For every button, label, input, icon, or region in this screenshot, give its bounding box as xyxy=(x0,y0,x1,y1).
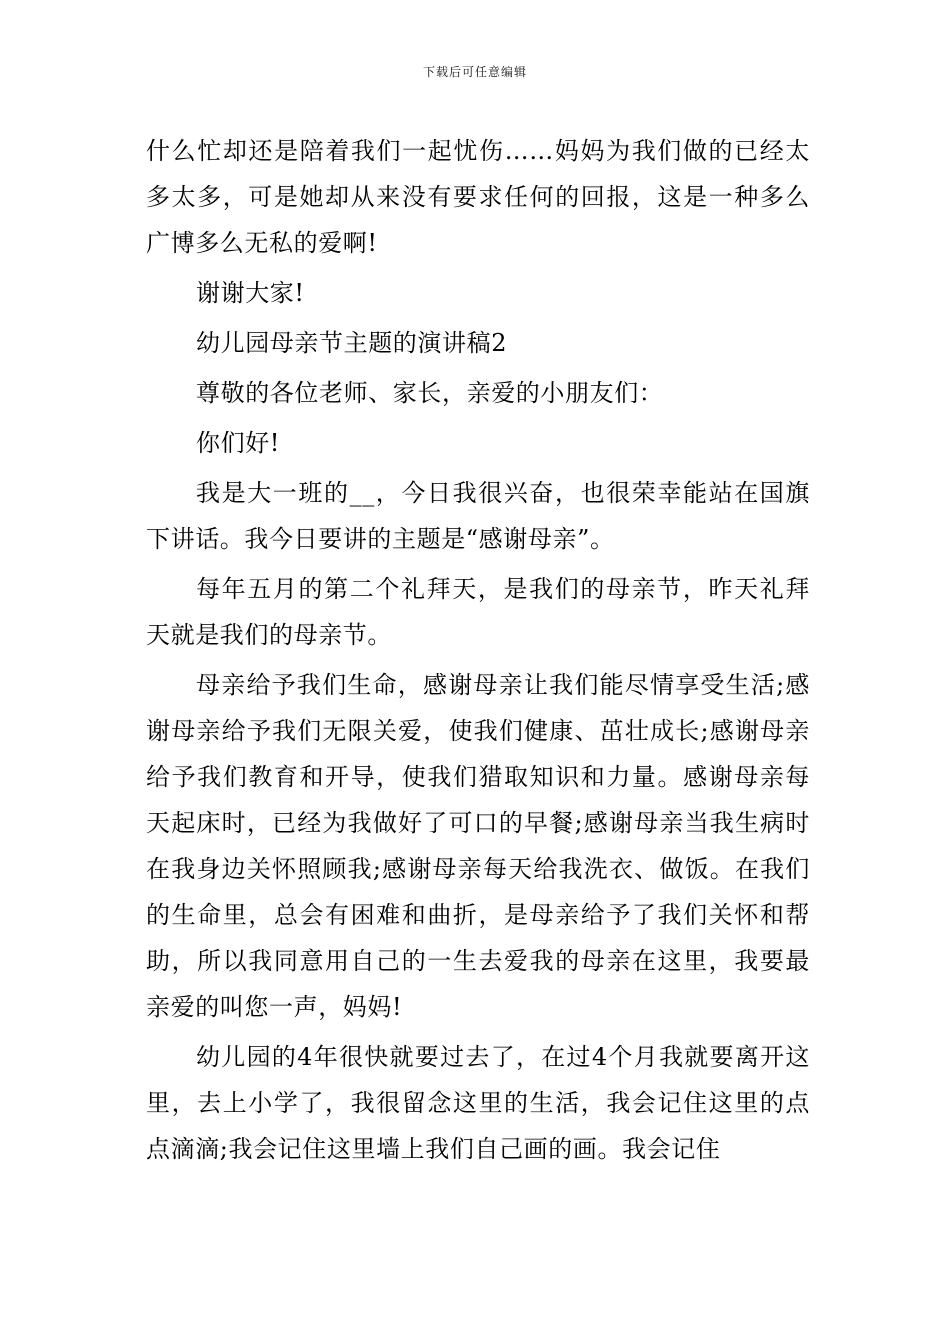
greeting: 你们好! xyxy=(196,429,281,457)
paragraph-closing-thanks: 谢谢大家! xyxy=(196,279,305,307)
paragraph-kindergarten: 幼儿园的4年很快就要过去了，在过4个月我就要离开这里，去上小学了，我很留念这里的生活，我会记住这里的点点滴滴;我会记住这里墙上我们自己画的画。我会记住 xyxy=(146,1043,810,1163)
page-header: 下载后可任意编辑 xyxy=(422,65,527,79)
speech-title: 幼儿园母亲节主题的演讲稿2 xyxy=(196,329,508,357)
paragraph-1: 什么忙却还是陪着我们一起忧伤……妈妈为我们做的已经太多太多，可是她却从来没有要求任何的回报，这是一种多么广博多么无私的爱啊! xyxy=(146,137,810,257)
document-body xyxy=(146,128,810,1172)
salutation: 尊敬的各位老师、家长，亲爱的小朋友们： xyxy=(196,379,664,407)
paragraph-mothers-day: 每年五月的第二个礼拜天，是我们的母亲节，昨天礼拜天就是我们的母亲节。 xyxy=(146,575,810,649)
paragraph-gratitude: 母亲给予我们生命，感谢母亲让我们能尽情享受生活;感谢母亲给予我们无限关爱，使我们健康、茁壮成长;感谢母亲给予我们教育和开导，使我们猎取知识和力量。感谢母亲每天起床时，已经为我做好了可口的早餐;感谢母亲当我生病时在我身边关怀照顾我;感谢母亲每天给我洗衣、做饭。在我们的生命里，总会有困难和曲折，是母亲给予了我们关怀和帮助，所以我同意用自己的一生去爱我的母亲在这里，我要最亲爱的叫您一声，妈妈! xyxy=(146,671,810,1021)
paragraph-intro: 我是大一班的__，今日我很兴奋，也很荣幸能站在国旗下讲话。我今日要讲的主题是“感谢母亲”。 xyxy=(146,479,810,553)
